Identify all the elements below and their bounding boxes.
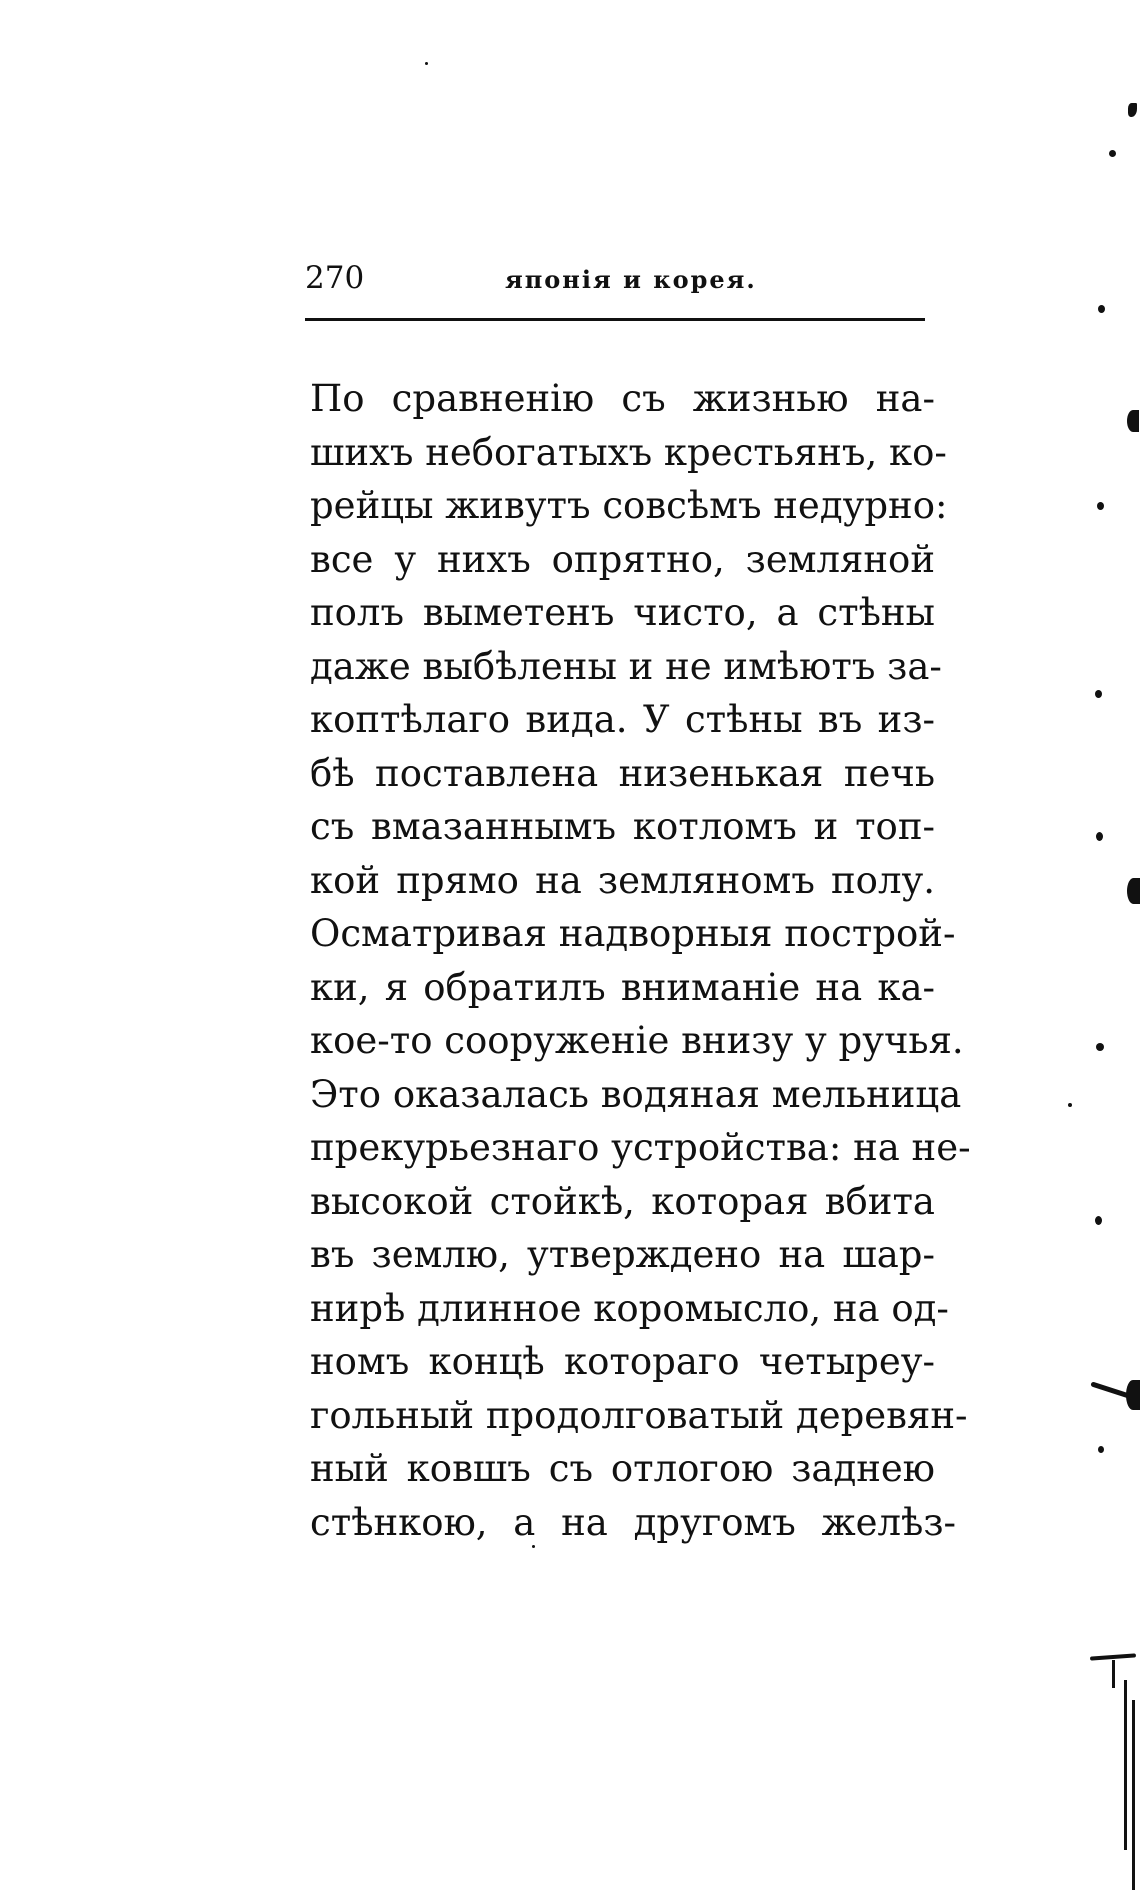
text-line: прекурьезнаго устройства: на не- xyxy=(310,1126,971,1169)
text-line: номъ концѣ котораго четыреу- xyxy=(310,1340,935,1383)
margin-mark xyxy=(1112,1660,1115,1688)
margin-mark xyxy=(1128,103,1137,117)
text-line: нирѣ длинное коромысло, на од- xyxy=(310,1286,949,1330)
text-line: съ вмазаннымъ котломъ и топ- xyxy=(310,805,935,848)
margin-mark xyxy=(1095,690,1102,698)
margin-mark xyxy=(1097,502,1104,510)
text-line: Это оказалась водяная мельница xyxy=(310,1072,962,1116)
text-line: высокой стойкѣ, которая вбита xyxy=(310,1179,935,1223)
margin-mark xyxy=(1109,150,1116,157)
text-line: По сравненію съ жизнью на- xyxy=(310,377,935,420)
text-line: коптѣлаго вида. У стѣны въ из- xyxy=(310,698,935,741)
text-line: бѣ поставлена низенькая печь xyxy=(310,751,935,795)
text-line: стѣнкою, а на другомъ желѣз- xyxy=(310,1500,957,1544)
text-line: ный ковшъ съ отлогою заднею xyxy=(310,1447,935,1490)
margin-mark xyxy=(1095,1216,1102,1225)
text-line: кое-то сооруженіе внизу у ручья. xyxy=(310,1019,964,1062)
margin-mark xyxy=(1098,1446,1104,1453)
margin-mark xyxy=(1127,878,1140,904)
text-line: кой прямо на земляномъ полу. xyxy=(310,858,935,902)
margin-mark xyxy=(1132,1700,1135,1890)
body-text xyxy=(310,372,971,1549)
running-title: японія и корея. xyxy=(505,265,757,294)
margin-mark xyxy=(1098,305,1105,313)
margin-mark xyxy=(1096,832,1103,841)
text-line: рейцы живутъ совсѣмъ недурно: xyxy=(310,484,948,527)
text-line: Осматривая надворныя построй- xyxy=(310,912,956,955)
scan-speck xyxy=(532,1545,535,1548)
text-line: даже выбѣлены и не имѣютъ за- xyxy=(310,644,942,688)
scan-speck xyxy=(425,62,428,65)
text-line: ки, я обратилъ вниманіе на ка- xyxy=(310,965,935,1009)
margin-mark xyxy=(1126,1380,1140,1410)
margin-mark xyxy=(1127,410,1139,432)
text-line: все у нихъ опрятно, земляной xyxy=(310,537,935,581)
text-line: полъ выметенъ чисто, а стѣны xyxy=(310,591,935,634)
text-line: шихъ небогатыхъ крестьянъ, ко- xyxy=(310,430,947,474)
text-line: гольный продолговатый деревян- xyxy=(310,1393,968,1437)
header-rule xyxy=(305,318,925,321)
scan-speck xyxy=(1068,1103,1072,1107)
page-header xyxy=(305,255,925,305)
page-number: 270 xyxy=(305,260,365,296)
margin-mark xyxy=(1124,1680,1127,1850)
margin-mark xyxy=(1096,1043,1104,1051)
text-line: въ землю, утверждено на шар- xyxy=(310,1233,935,1276)
